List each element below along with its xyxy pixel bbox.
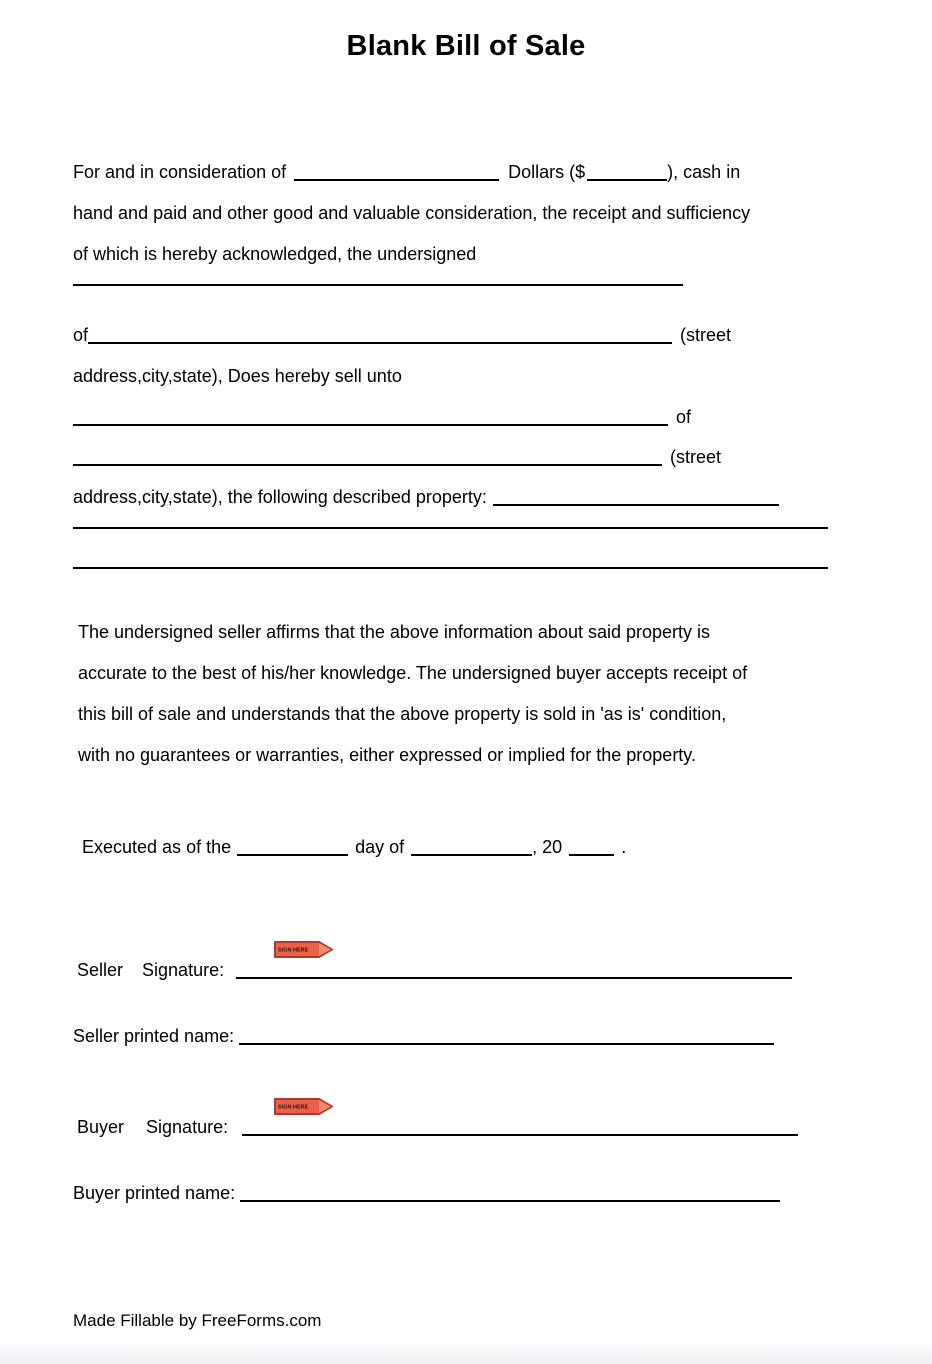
sign-here-label: SIGN HERE <box>278 947 309 954</box>
seller-signature-field[interactable] <box>236 961 792 979</box>
buyer-printed-label: Buyer printed name: <box>73 1183 236 1203</box>
execution-year-field[interactable] <box>569 838 614 856</box>
consideration-amount-field[interactable] <box>294 163 499 181</box>
execution-text-d: . <box>621 837 627 857</box>
seller-printed-name-field[interactable] <box>239 1027 774 1045</box>
intro-text-1a: For and in consideration of <box>73 162 287 182</box>
sign-here-label: SIGN HERE <box>278 1104 309 1111</box>
property-description-field-3[interactable] <box>73 567 828 569</box>
buyer-printed-name-field[interactable] <box>240 1184 780 1202</box>
execution-day-field[interactable] <box>237 838 348 856</box>
intro-line-3: of which is hereby acknowledged, the undersigned <box>73 244 477 264</box>
buyer-street-text: (street <box>670 447 722 467</box>
property-description-field-2[interactable] <box>73 527 828 529</box>
property-text: address,city,state), the following described property: <box>73 487 487 507</box>
execution-text-c: , 20 <box>532 837 563 857</box>
dollar-amount-field[interactable] <box>587 163 667 181</box>
seller-word: Seller <box>77 960 124 980</box>
buyer-name-line <box>73 405 691 429</box>
seller-street-text: (street <box>680 325 732 345</box>
buyer-signature-line <box>77 1115 798 1139</box>
seller-address-field[interactable] <box>88 326 672 344</box>
execution-line <box>82 835 626 859</box>
buyer-of-text: of <box>676 407 692 427</box>
seller-printed-name-line <box>73 1024 774 1048</box>
execution-text-b: day of <box>355 837 405 857</box>
seller-signature-word: Signature: <box>142 960 225 980</box>
affirmation-line-2: accurate to the best of his/her knowledge. The undersigned buyer accepts receipt of <box>78 663 748 683</box>
seller-signature-line <box>77 958 792 982</box>
affirmation-line-1: The undersigned seller affirms that the above information about said property is <box>78 622 711 642</box>
intro-line-1 <box>73 160 740 184</box>
buyer-signature-field[interactable] <box>242 1118 798 1136</box>
buyer-word: Buyer <box>77 1117 125 1137</box>
seller-address-line <box>73 323 731 347</box>
sign-here-icon[interactable] <box>273 938 335 960</box>
page-bottom-edge <box>0 1342 932 1364</box>
affirmation-line-3: this bill of sale and understands that the above property is sold in 'as is' condition, <box>78 704 727 724</box>
buyer-address-field[interactable] <box>73 448 662 466</box>
page-title: Blank Bill of Sale <box>346 30 586 62</box>
affirmation-line-4: with no guarantees or warranties, either expressed or implied for the property. <box>78 745 696 765</box>
buyer-signature-word: Signature: <box>146 1117 229 1137</box>
property-description-field[interactable] <box>493 488 779 506</box>
sign-here-icon[interactable] <box>273 1095 335 1117</box>
execution-month-field[interactable] <box>411 838 532 856</box>
seller-name-field[interactable] <box>73 284 683 286</box>
buyer-printed-name-line <box>73 1181 780 1205</box>
property-description-line <box>73 485 779 509</box>
footer-credit: Made Fillable by FreeForms.com <box>73 1311 322 1330</box>
seller-of-text: of <box>73 325 89 345</box>
seller-address-city-state-line: address,city,state), Does hereby sell unto <box>73 366 402 386</box>
intro-line-2: hand and paid and other good and valuable consideration, the receipt and sufficiency <box>73 203 751 223</box>
buyer-name-field[interactable] <box>73 408 668 426</box>
intro-text-1c: ), cash in <box>667 162 741 182</box>
execution-text-a: Executed as of the <box>82 837 232 857</box>
seller-printed-label: Seller printed name: <box>73 1026 235 1046</box>
intro-text-1b: Dollars ($ <box>508 162 586 182</box>
buyer-address-line <box>73 445 721 469</box>
